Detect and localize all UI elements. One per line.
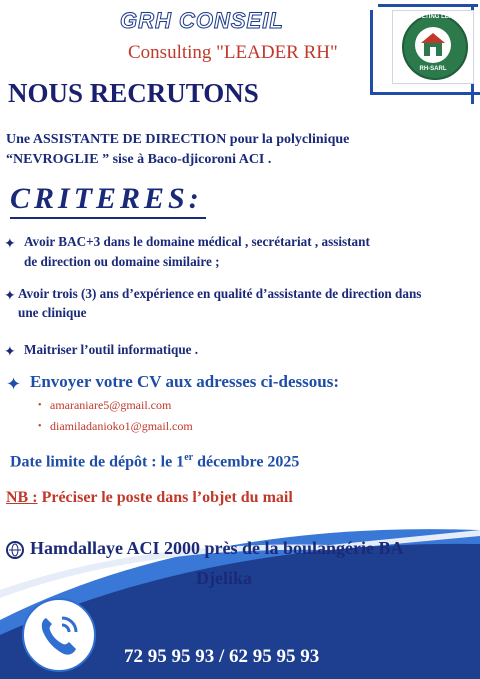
star-bullet-icon: ✦ <box>4 237 16 252</box>
send-cv-label: Envoyer votre CV aux adresses ci-dessous: <box>30 372 339 391</box>
logo-house-icon <box>415 27 451 63</box>
deadline-suffix: décembre 2025 <box>193 453 300 471</box>
page-title: NOUS RECRUTONS <box>8 78 259 108</box>
criteria-heading: CRITERES: <box>10 182 203 215</box>
address-line-1: Hamdallaye ACI 2000 près de la boulangérie BA <box>30 538 404 558</box>
logo-text-top: CONSULTING LEADER <box>400 14 466 20</box>
email-bullet: • <box>38 421 42 432</box>
phone-numbers: 72 95 95 93 / 62 95 95 93 <box>124 646 320 667</box>
logo-text-bottom: RH-SARL <box>419 66 447 72</box>
criterion-2-line-1: Avoir trois (3) ans d’expérience en qualité d’assistante de direction dans <box>18 286 422 301</box>
criterion-1-line-2: de direction ou domaine similaire ; <box>24 254 220 269</box>
nb-label: NB : <box>6 489 38 506</box>
job-intro-line-1: Une ASSISTANTE DE DIRECTION pour la polyclinique <box>6 132 350 147</box>
criterion-1-line-1: Avoir BAC+3 dans le domaine médical , secrétariat , assistant <box>24 234 370 249</box>
deadline-sup: er <box>184 452 194 463</box>
frame-line-top <box>378 4 478 7</box>
deadline <box>10 452 299 471</box>
brand-tagline: Consulting "LEADER RH" <box>128 42 338 63</box>
star-bullet-icon: ✦ <box>4 345 16 360</box>
globe-icon <box>6 541 24 559</box>
criterion-3-line-1: Maitriser l’outil informatique . <box>24 342 199 357</box>
star-bullet-icon: ✦ <box>6 374 22 394</box>
star-bullet-icon: ✦ <box>4 289 16 304</box>
job-intro-line-2: “NEVROGLIE ” sise à Baco-djicoroni ACI . <box>6 152 272 167</box>
address-line-2: Djelika <box>196 568 252 588</box>
email-2: diamiladanioko1@gmail.com <box>50 419 193 433</box>
job-intro <box>6 130 426 170</box>
criterion-2-line-2: une clinique <box>18 305 87 320</box>
email-bullet: • <box>38 400 42 411</box>
nb-text: Préciser le poste dans l’objet du mail <box>37 489 293 506</box>
email-1: amaraniare5@gmail.com <box>50 398 172 412</box>
frame-line-corner <box>372 92 480 95</box>
phone-icon <box>22 598 96 672</box>
frame-line-vertical <box>370 10 373 95</box>
brand-name: GRH CONSEIL <box>120 8 284 33</box>
deadline-prefix: Date limite de dépôt : le 1 <box>10 453 185 471</box>
criteria-underline <box>10 217 206 219</box>
